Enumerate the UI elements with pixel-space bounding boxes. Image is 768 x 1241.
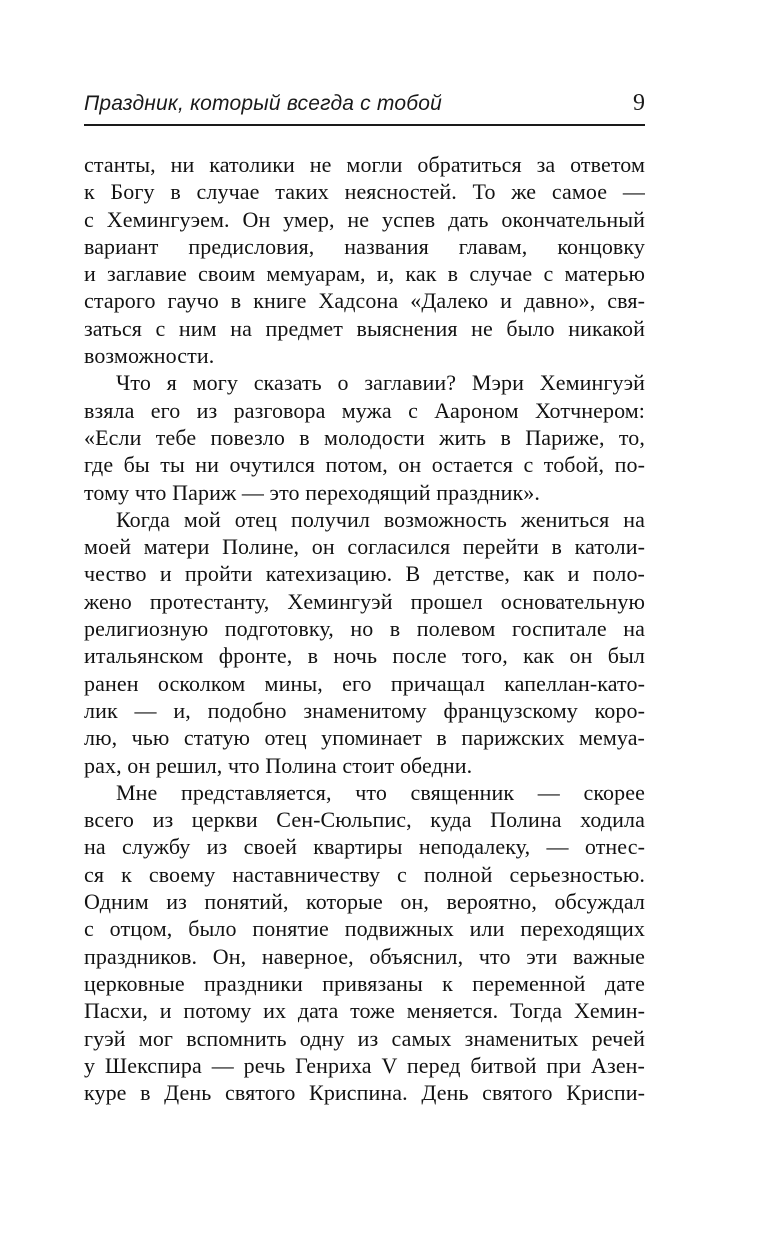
running-header — [84, 90, 645, 117]
text-line: где бы ты ни очутился потом, он остается с тобой, по- — [84, 452, 645, 478]
page-number: 9 — [633, 90, 645, 116]
text-line: куре в День святого Криспина. День святого Криспи- — [84, 1080, 645, 1106]
text-line: Мне представляется, что священник — скорее — [116, 779, 645, 805]
text-line: и заглавие своим мемуарам, и, как в случае с матерью — [84, 261, 645, 287]
text-line: на службу из своей квартиры неподалеку, — отнес- — [84, 834, 645, 860]
text-line: гуэй мог вспомнить одну из самых знаменитых речей — [84, 1025, 645, 1051]
body-text — [84, 151, 645, 1106]
text-line: станты, ни католики не могли обратиться за ответом — [84, 152, 645, 177]
text-line: тому что Париж — это переходящий праздник». — [84, 479, 541, 505]
paragraph — [84, 506, 645, 779]
text-line: ся к своему наставничеству с полной серьезностью. — [84, 861, 645, 887]
text-line: с Хемингуэем. Он умер, не успев дать окончательный — [84, 206, 645, 232]
text-line: жено протестанту, Хемингуэй прошел основательную — [84, 588, 645, 614]
header-rule — [84, 124, 645, 126]
header-title: Праздник, который всегда с тобой — [84, 92, 443, 115]
text-line: моей матери Полине, он согласился перейти в католи- — [84, 534, 645, 560]
text-line: возможности. — [84, 343, 215, 369]
paragraph — [84, 779, 645, 1107]
text-line: праздников. Он, наверное, объяснил, что эти важные — [84, 943, 645, 969]
text-line: Пасхи, и потому их дата тоже меняется. Тогда Хемин- — [84, 998, 645, 1024]
text-line: Одним из понятий, которые он, вероятно, обсуждал — [84, 889, 645, 915]
text-line: итальянском фронте, в ночь после того, как он был — [84, 643, 645, 669]
text-line: Когда мой отец получил возможность жениться на — [116, 506, 645, 532]
text-line: рах, он решил, что Полина стоит обедни. — [84, 752, 473, 778]
text-line: заться с ним на предмет выяснения не было никакой — [84, 315, 645, 341]
text-line: вариант предисловия, названия главам, концовку — [84, 233, 645, 259]
text-line: ранен осколком мины, его причащал капеллан-като- — [84, 670, 645, 696]
text-line: лю, чью статую отец упоминает в парижских мемуа- — [84, 725, 645, 751]
text-line: взяла его из разговора мужа с Аароном Хотчнером: — [84, 397, 645, 423]
text-line: чество и пройти катехизацию. В детстве, как и поло- — [84, 561, 645, 587]
text-line: с отцом, было понятие подвижных или переходящих — [84, 916, 645, 942]
text-line: Что я могу сказать о заглавии? Мэри Хемингуэй — [116, 370, 645, 396]
text-line: у Шекспира — речь Генриха V перед битвой при Азен- — [84, 1052, 645, 1078]
text-line: лик — и, подобно знаменитому французскому коро- — [84, 697, 645, 723]
text-line: религиозную подготовку, но в полевом госпитале на — [84, 616, 645, 642]
text-line: всего из церкви Сен-Сюльпис, куда Полина ходила — [84, 807, 645, 833]
text-line: «Если тебе повезло в молодости жить в Париже, то, — [84, 424, 645, 450]
paragraph — [84, 369, 645, 505]
text-line: церковные праздники привязаны к переменной дате — [84, 970, 645, 996]
paragraph — [84, 151, 645, 369]
text-line: старого гаучо в книге Хадсона «Далеко и давно», свя- — [84, 288, 645, 314]
text-line: к Богу в случае таких неясностей. То же самое — — [84, 179, 645, 205]
